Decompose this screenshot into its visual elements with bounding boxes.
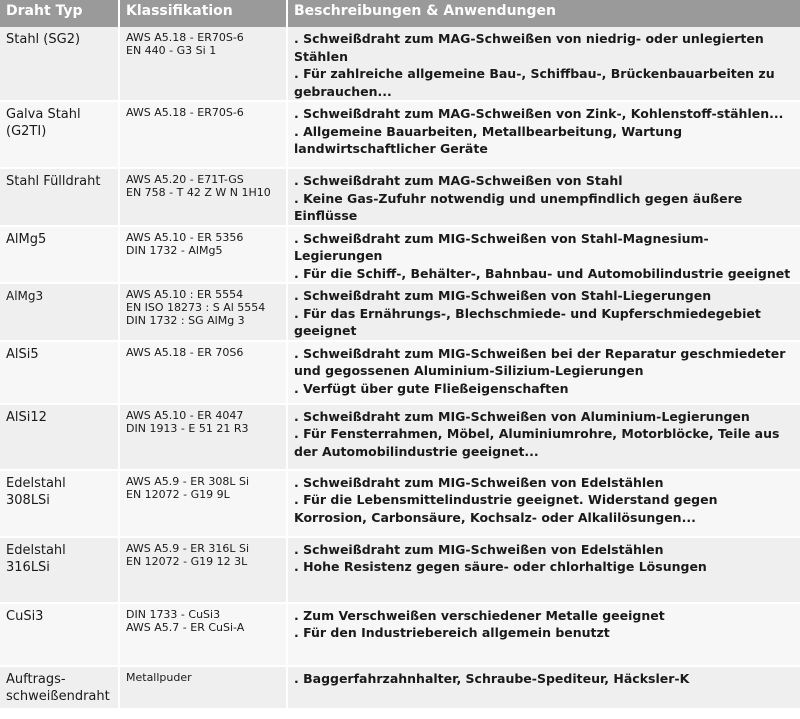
- description-line: . Für Fensterrahmen, Möbel, Aluminiumrohre, Motorblöcke, Teile aus der Automobilindustrie geeignet...: [294, 426, 780, 459]
- description-cell: [288, 27, 800, 102]
- wire-type-cell: AlMg5: [0, 227, 120, 285]
- table-row: [0, 538, 800, 604]
- header-description: Beschreibungen & Anwendungen: [288, 0, 800, 27]
- classification-line: EN 758 - T 42 Z W N 1H10: [126, 186, 271, 199]
- classification-line: AWS A5.18 - ER70S-6: [126, 106, 244, 119]
- wire-type-cell: Auftrags-schweißendraht: [0, 667, 120, 710]
- classification-cell: [120, 471, 288, 538]
- table-row: [0, 342, 800, 405]
- table-row: [0, 471, 800, 538]
- description-cell: [288, 471, 800, 538]
- wire-type-cell: Edelstahl 316LSi: [0, 538, 120, 604]
- wire-type-cell: Edelstahl 308LSi: [0, 471, 120, 538]
- wire-type-cell: CuSi3: [0, 604, 120, 667]
- table-body: [0, 27, 800, 710]
- description-line: . Keine Gas-Zufuhr notwendig und unempfindlich gegen äußere Einflüsse: [294, 190, 743, 223]
- classification-line: DIN 1732 - AlMg5: [126, 243, 223, 257]
- description-line: . Schweißdraht zum MIG-Schweißen von Stahl-Magnesium-Legierungen: [294, 230, 709, 263]
- description-cell: [288, 405, 800, 471]
- wire-type-cell: AlMg3: [0, 284, 120, 342]
- description-line: . Allgemeine Bauarbeiten, Metallbearbeitung, Wartung landwirtschaftlicher Geräte: [294, 123, 683, 156]
- classification-line: AWS A5.18 - ER 70S6: [126, 345, 244, 359]
- description-line: . Für zahlreiche allgemeine Bau-, Schiffbau-, Brückenbauarbeiten zu gebrauchen...: [294, 66, 775, 99]
- description-line: . Schweißdraht zum MAG-Schweißen von niedrig- oder unlegierten Stählen: [294, 31, 764, 64]
- classification-cell: [120, 538, 288, 604]
- description-cell: [288, 102, 800, 169]
- header-classification: Klassifikation: [120, 0, 288, 27]
- description-cell: [288, 227, 800, 285]
- classification-line: AWS A5.7 - ER CuSi-A: [126, 620, 245, 634]
- classification-cell: [120, 169, 288, 227]
- table-row: [0, 405, 800, 471]
- description-line: . Zum Verschweißen verschiedener Metalle geeignet: [294, 607, 665, 623]
- table-row: [0, 284, 800, 342]
- description-cell: [288, 342, 800, 405]
- description-cell: [288, 604, 800, 667]
- description-line: . Schweißdraht zum MIG-Schweißen von Edelstählen: [294, 474, 664, 490]
- description-line: . Baggerfahrzahnhalter, Schraube-Spediteur, Häcksler-K: [294, 670, 690, 686]
- header-row: [0, 0, 800, 27]
- wire-type-cell: Stahl Fülldraht: [0, 169, 120, 227]
- classification-line: AWS A5.10 - ER 4047: [126, 408, 244, 422]
- table-row: [0, 102, 800, 169]
- header-type: Draht Typ: [0, 0, 120, 27]
- classification-line: DIN 1733 - CuSi3: [126, 607, 221, 621]
- classification-line: AWS A5.18 - ER70S-6: [126, 31, 244, 44]
- classification-line: EN ISO 18273 : S Al 5554: [126, 301, 266, 314]
- classification-line: DIN 1732 : SG AlMg 3: [126, 314, 245, 327]
- classification-line: AWS A5.9 - ER 316L Si: [126, 541, 250, 555]
- classification-cell: [120, 102, 288, 169]
- description-line: . Schweißdraht zum MIG-Schweißen von Aluminium-Legierungen: [294, 408, 750, 424]
- classification-cell: [120, 405, 288, 471]
- classification-cell: [120, 667, 288, 710]
- description-line: . Schweißdraht zum MAG-Schweißen von Zink-, Kohlenstoff-stählen...: [294, 106, 784, 121]
- classification-cell: [120, 227, 288, 285]
- description-cell: [288, 538, 800, 604]
- description-line: . Hohe Resistenz gegen säure- oder chlorhaltige Lösungen: [294, 559, 707, 574]
- classification-line: DIN 1913 - E 51 21 R3: [126, 421, 249, 435]
- wire-type-cell: AlSi12: [0, 405, 120, 471]
- description-cell: [288, 284, 800, 342]
- description-line: . Schweißdraht zum MIG-Schweißen bei der Reparatur geschmiedeter und gegossenen Aluminium-Silizium-Legierungen: [294, 345, 786, 378]
- wire-type-cell: AlSi5: [0, 342, 120, 405]
- description-line: . Für die Schiff-, Behälter-, Bahnbau- und Automobilindustrie geeignet: [294, 265, 791, 281]
- description-cell: [288, 667, 800, 710]
- classification-line: AWS A5.9 - ER 308L Si: [126, 474, 250, 488]
- classification-cell: [120, 342, 288, 405]
- description-line: . Schweißdraht zum MIG-Schweißen von Edelstählen: [294, 541, 664, 557]
- description-line: . Für die Lebensmittelindustrie geeignet. Widerstand gegen Korrosion, Carbonsäure, Kochsalz- oder Alkalilösungen...: [294, 492, 718, 525]
- description-cell: [288, 169, 800, 227]
- table-row: [0, 169, 800, 227]
- table-row: [0, 227, 800, 285]
- description-line: . Schweißdraht zum MIG-Schweißen von Stahl-Liegerungen: [294, 288, 712, 303]
- classification-line: AWS A5.10 : ER 5554: [126, 288, 244, 301]
- wire-type-cell: Galva Stahl (G2TI): [0, 102, 120, 169]
- classification-cell: [120, 604, 288, 667]
- classification-line: EN 440 - G3 Si 1: [126, 44, 217, 57]
- classification-line: EN 12072 - G19 9L: [126, 487, 230, 501]
- classification-cell: [120, 284, 288, 342]
- classification-line: EN 12072 - G19 12 3L: [126, 554, 248, 568]
- table-row: [0, 27, 800, 102]
- classification-line: AWS A5.20 - E71T-GS: [126, 173, 244, 186]
- table-row: [0, 667, 800, 710]
- description-line: . Für das Ernährungs-, Blechschmiede- und Kupferschmiedegebiet geeignet: [294, 305, 761, 338]
- description-line: . Verfügt über gute Fließeigenschaften: [294, 380, 569, 396]
- wire-type-cell: Stahl (SG2): [0, 27, 120, 102]
- table-row: [0, 604, 800, 667]
- classification-cell: [120, 27, 288, 102]
- description-line: . Schweißdraht zum MAG-Schweißen von Stahl: [294, 173, 623, 188]
- description-line: . Für den Industriebereich allgemein benutzt: [294, 625, 610, 640]
- classification-line: Metallpuder: [126, 670, 192, 684]
- classification-line: AWS A5.10 - ER 5356: [126, 230, 244, 244]
